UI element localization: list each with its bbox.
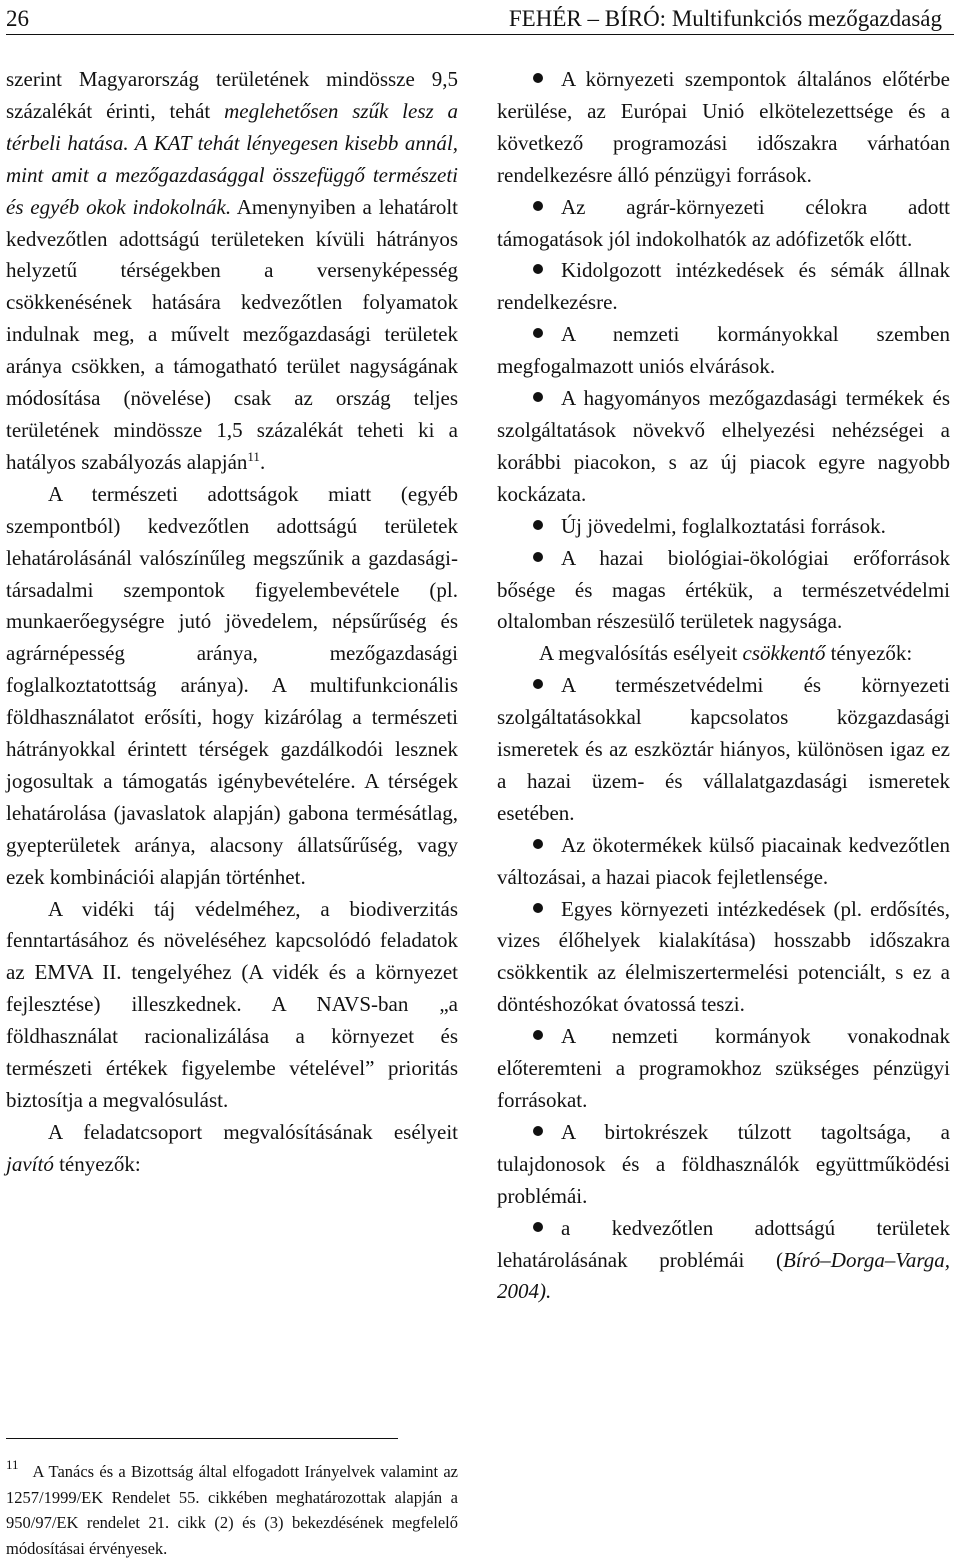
- paragraph-natural-conditions: A természeti adottságok miatt (egyéb szempontból) kedvezőtlen adottságú területek lehatárolásánál valószínűleg megszűnik a gazdasági-társadalmi szempontok figyelembevétele (pl. munkaerőegységre jutó jövedelem, népsűrűség és agrárnépesség aránya, mezőgazdasági foglalkoztatottság aránya). A multifunkcionális földhasználatot erősíti, hogy kizárólag a természeti hátrányokkal érintett térségek gazdálkodói lesznek jogosultak a támogatás igénybevételére. A térségek lehatárolása (javaslatok alapján) gabona termésátlag, gyepterületek aránya, alacsony állatsűrűség, vagy ezek kombinációi alapján történhet.: [6, 481, 458, 889]
- paragraph-text: A feladatcsoport megvalósításának esélyeit: [48, 1119, 458, 1144]
- reducing-factors-list-last: [497, 1213, 950, 1309]
- list-item-text: A nemzeti kormányok vonakodnak előteremteni a programokhoz szükséges pénzügyi forrásokat.: [497, 1024, 950, 1112]
- paragraph-kat: [6, 64, 458, 479]
- list-item: [497, 894, 950, 1022]
- paragraph-italic-text: meglehetősen szűk lesz a térbeli hatása. A KAT tehát lényegesen kisebb annál, mint amit a mezőgazdasággal összefüggő természeti és egyéb okok indokolnák.: [6, 98, 458, 219]
- bullet-icon: [533, 1126, 543, 1136]
- list-item: [497, 255, 950, 319]
- bullet-icon: [533, 73, 543, 83]
- improving-factors-list: [497, 64, 950, 638]
- footnote-mark: 11: [6, 1457, 19, 1472]
- list-item-text: A birtokrészek túlzott tagoltsága, a tulajdonosok és a földhasználók együttműködési problémái.: [497, 1119, 950, 1208]
- list-item-text: a kedvezőtlen adottságú területek lehatárolásának problémái (: [497, 1215, 950, 1272]
- list-item-text: A hazai biológiai-ökológiai erőforrások bősége és magas értékük, a természetvédelmi oltalomban részesülő területek nagysága.: [497, 545, 950, 634]
- bullet-icon: [533, 839, 543, 849]
- bullet-icon: [533, 392, 543, 402]
- right-column: [497, 64, 950, 1308]
- footnote-separator: [6, 1438, 398, 1439]
- paragraph-text: tényezők:: [53, 1151, 141, 1176]
- paragraph-text: Amenynyiben a lehatárolt kedvezőtlen adottságú területeken kívüli hátrányos helyzetű térségekben a versenyképesség csökkenésének hatására kedvezőtlen folyamatok indulnak meg, a művelt mezőgazdasági területek aránya csökken, a támogatható terület nagyságának módosítása (növelése) csak az ország teljes területének mindössze 1,5 százalékát teheti ki a hatályos szabályozás alapján: [6, 194, 458, 474]
- paragraph-improving-factors-intro: [6, 1117, 458, 1181]
- bullet-icon: [533, 679, 543, 689]
- list-item: [497, 1213, 950, 1309]
- list-item-text: Az agrár-környezeti célokra adott támogatások jól indokolhatók az adófizetők előtt.: [497, 194, 950, 251]
- list-item-text: Egyes környezeti intézkedések (pl. erdősítés, vizes élőhelyek kialakítása) hosszabb időszakra csökkentik az élelmiszertermelési potenciált, s ez a döntéshozókat óvatossá teszi.: [497, 896, 950, 1017]
- list-item-text: A nemzeti kormányokkal szemben megfogalmazott uniós elvárások.: [497, 322, 950, 379]
- list-item-text: A természetvédelmi és környezeti szolgáltatásokkal kapcsolatos közgazdasági ismeretek és az eszköztár hiányos, különösen igaz ez a hazai üzem- és vállalatgazdasági ismeretek esetében.: [497, 673, 950, 825]
- list-item: [497, 64, 950, 192]
- paragraph-text: A megvalósítás esélyeit: [539, 641, 743, 666]
- list-item-italic-text: Bíró–Dorga–Varga, 2004).: [497, 1247, 950, 1304]
- paragraph-rural-landscape: A vidéki táj védelméhez, a biodiverzitás fenntartásához és növeléséhez kapcsolódó feladatok az EMVA II. tengelyéhez (A vidék és a környezet fejlesztése) illeszkednek. A NAVS-ban „a földhasználat racionalizálása a környezet és természeti értékek figyelembe vételével” prioritás biztosítja a megvalósulást.: [6, 896, 458, 1112]
- list-item-text: Az ökotermékek külső piacainak kedvezőtlen változásai, a hazai piacok fejletlensége.: [497, 832, 950, 889]
- list-item: [497, 383, 950, 511]
- page-number: 26: [6, 6, 29, 31]
- left-column: [6, 64, 458, 1181]
- bullet-icon: [533, 328, 543, 338]
- reducing-factors-list: [497, 670, 950, 1212]
- list-item: [497, 1021, 950, 1117]
- list-item-text: A környezeti szempontok általános előtérbe kerülése, az Európai Unió elkötelezettsége és a következő programozási időszakra várhatóan rendelkezésre álló pénzügyi források.: [497, 67, 950, 187]
- bullet-icon: [533, 1222, 543, 1232]
- bullet-icon: [533, 903, 543, 913]
- paragraph-italic-text: csökkentő: [742, 641, 826, 666]
- bullet-icon: [533, 1030, 543, 1040]
- list-item-text: Kidolgozott intézkedések és sémák állnak rendelkezésre.: [497, 258, 950, 315]
- list-item: [497, 192, 950, 256]
- list-item: [497, 511, 950, 543]
- paragraph-reducing-factors-intro: [497, 638, 950, 670]
- running-title: FEHÉR – BÍRÓ: Multifunkciós mezőgazdaság: [508, 6, 942, 31]
- list-item-text: A hagyományos mezőgazdasági termékek és szolgáltatások növekvő elhelyezési nehézségei a korábbi piacokon, s az új piacok egyre nagyobb kockázata.: [497, 386, 950, 506]
- bullet-icon: [533, 552, 543, 562]
- bullet-icon: [533, 520, 543, 530]
- footnote-reference: 11: [247, 448, 260, 464]
- footnote: [6, 1452, 458, 1561]
- paragraph-italic-text: javító: [6, 1151, 54, 1176]
- list-item: [497, 670, 950, 830]
- bullet-icon: [533, 201, 543, 211]
- paragraph-text: szerint Magyarország területének mindössze 9,5 százalékát érinti, tehát: [6, 67, 458, 123]
- list-item: [497, 830, 950, 894]
- list-item-text: Új jövedelmi, foglalkoztatási források.: [561, 513, 886, 538]
- footnote-text: A Tanács és a Bizottság által elfogadott Irányelvek valamint az 1257/1999/EK Rendelet 55. cikkében meghatározottak alapján a 950/97/EK rendelet 21. cikk (2) és (3) bekezdésének megfelelő módosításai érvényesek.: [6, 1462, 458, 1558]
- list-item: [497, 543, 950, 639]
- page-header: [6, 4, 954, 35]
- list-item: [497, 1117, 950, 1213]
- bullet-icon: [533, 264, 543, 274]
- list-item: [497, 319, 950, 383]
- paragraph-text: .: [259, 449, 266, 474]
- paragraph-text: tényezők:: [825, 641, 913, 666]
